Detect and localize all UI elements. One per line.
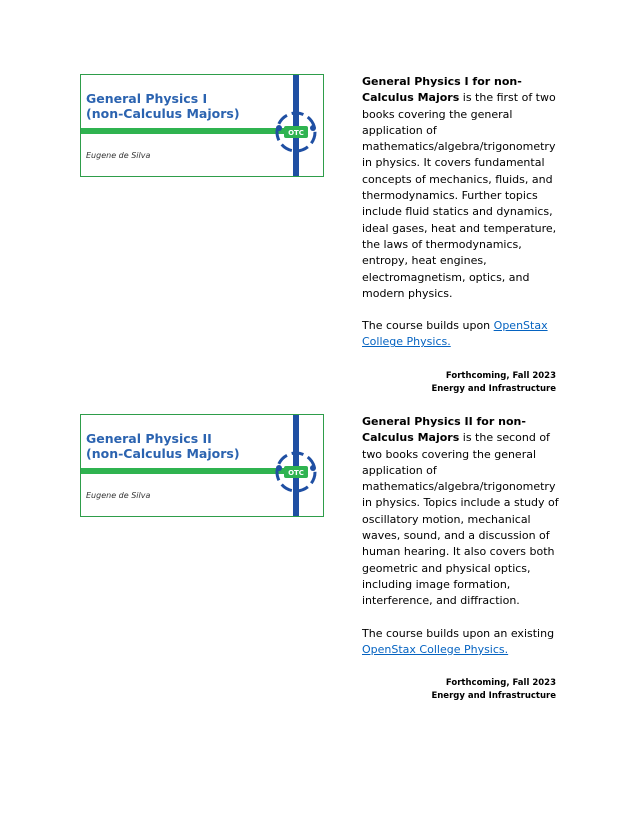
logo-text: OTC <box>288 469 304 477</box>
book-description-2 <box>362 414 562 658</box>
course-paragraph <box>362 318 562 351</box>
course-text: The course builds upon an existing <box>362 626 555 640</box>
publication-status: Forthcoming, Fall 2023 <box>445 371 556 381</box>
book-description: is the first of two books covering the general application of mathematics/algebra/trigonometry in physics. It covers fundamental concepts of mechanics, fluids, and thermodynamics. Further topics include fluid statics and dynamics, ideal gases, heat and temperature, the laws of thermodynamics, entropy, heat engines, electromagnetism, optics, and modern physics. <box>362 91 557 300</box>
otc-logo-icon <box>273 415 324 517</box>
book-description: is the second of two books covering the general application of mathematics/algebra/trigonometry in physics. Topics include a study of oscillatory motion, mechanical waves, sound, and a discussion of human hearing. It also covers both geometric and physical optics, including image formation, interference, and diffraction. <box>362 431 559 608</box>
cover-accent-bar <box>81 468 289 474</box>
cover-accent-bar <box>81 128 289 134</box>
book-cover-2 <box>80 414 324 517</box>
book-category: Energy and Infrastructure <box>431 384 556 394</box>
description-paragraph <box>362 74 562 302</box>
book-title: General Physics II for non-Calculus Majors <box>362 415 526 445</box>
book-title: General Physics I for non-Calculus Majors <box>362 75 522 105</box>
openstax-link[interactable]: OpenStax College Physics. <box>362 642 509 656</box>
logo-text: OTC <box>288 129 304 137</box>
cover-author: Eugene de Silva <box>86 151 151 160</box>
book-description-1 <box>362 74 562 351</box>
course-paragraph <box>362 626 562 659</box>
book-meta-1 <box>431 370 556 396</box>
book-cover-1 <box>80 74 324 177</box>
course-text: The course builds upon <box>362 319 494 333</box>
description-paragraph <box>362 414 562 610</box>
book-category: Energy and Infrastructure <box>431 691 556 701</box>
openstax-link[interactable]: OpenStax College Physics. <box>362 319 548 349</box>
book-meta-2 <box>431 677 556 703</box>
otc-logo-icon <box>273 75 324 177</box>
cover-author: Eugene de Silva <box>86 491 151 500</box>
cover-title: General Physics II (non-Calculus Majors) <box>86 431 240 461</box>
publication-status: Forthcoming, Fall 2023 <box>445 678 556 688</box>
cover-title: General Physics I (non-Calculus Majors) <box>86 91 240 121</box>
